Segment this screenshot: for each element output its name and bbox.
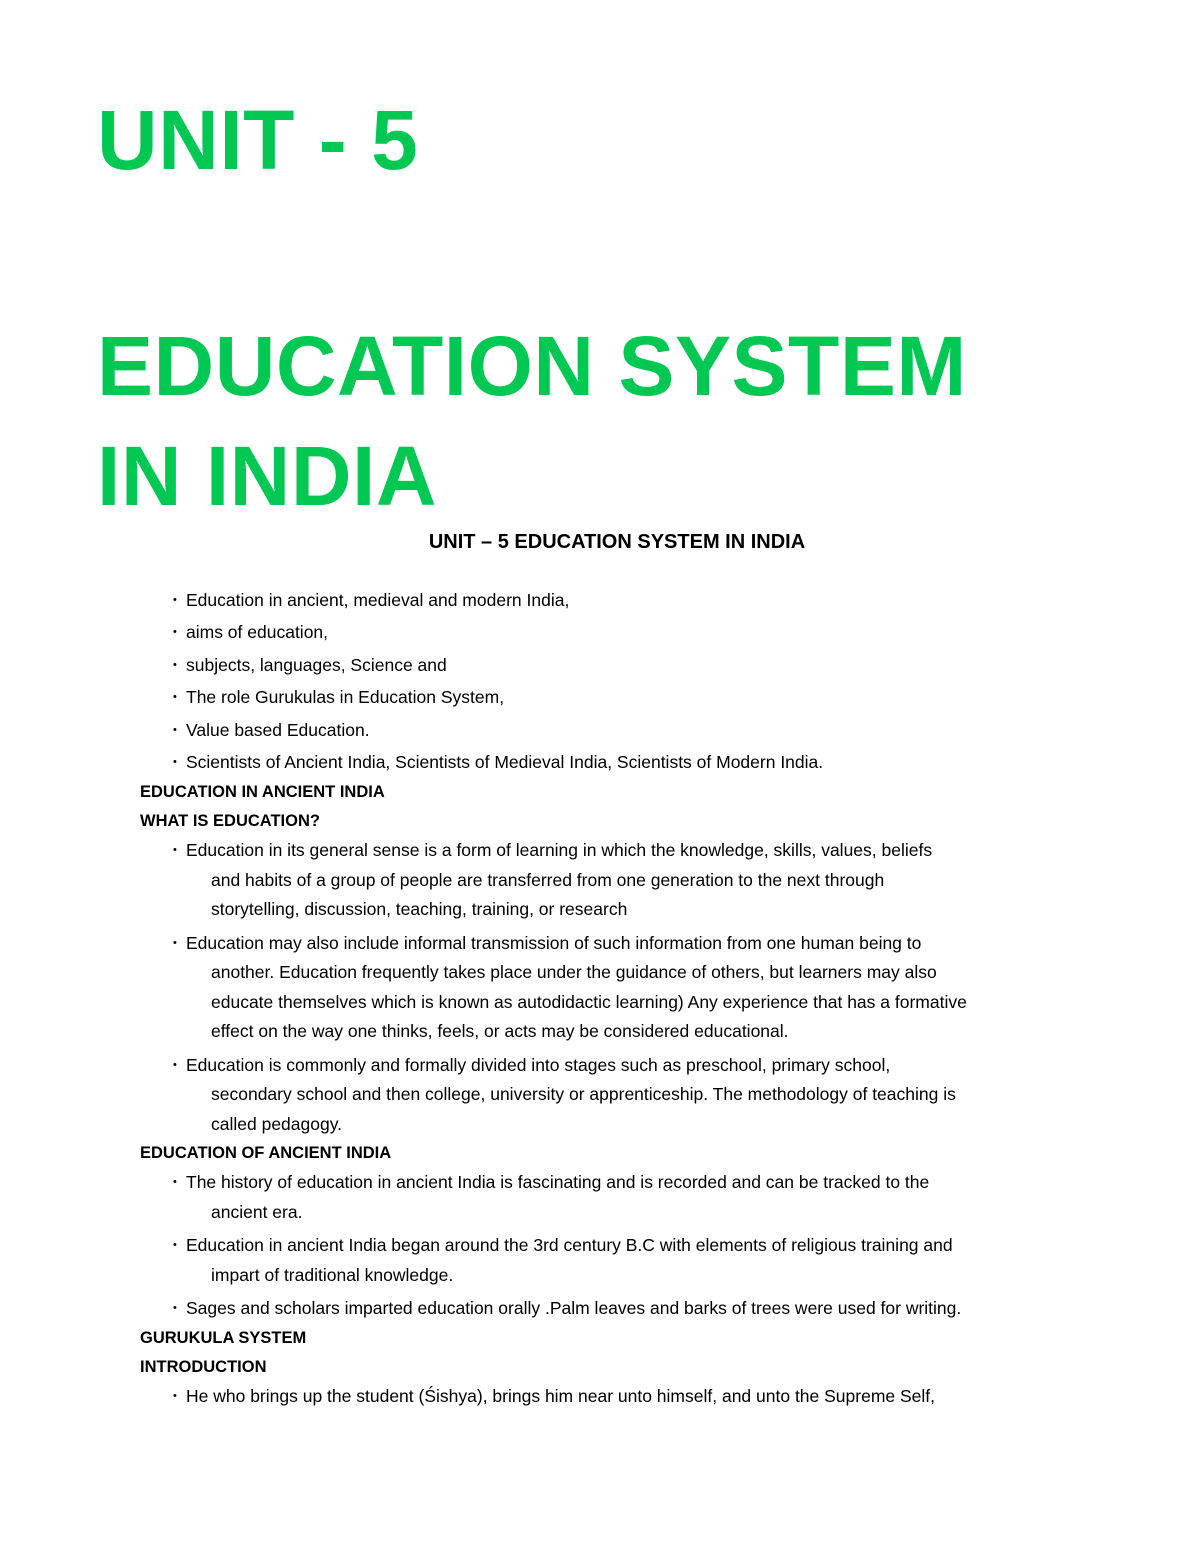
- syllabus-item: • subjects, languages, Science and: [140, 649, 1080, 681]
- syllabus-item: • Scientists of Ancient India, Scientists of Medieval India, Scientists of Modern India.: [140, 746, 1080, 778]
- section-heading-education-of-ancient-india: EDUCATION OF ANCIENT INDIA: [140, 1144, 392, 1163]
- section-heading-what-is-education: WHAT IS EDUCATION?: [140, 812, 320, 831]
- syllabus-item: • The role Gurukulas in Education System,: [140, 681, 1080, 713]
- bullet-icon: •: [173, 1302, 177, 1315]
- bullet-icon: •: [173, 626, 177, 639]
- paragraph-item: • Sages and scholars imparted education orally .Palm leaves and barks of trees were used for writing.: [140, 1294, 1080, 1324]
- cover-main-title-line1: EDUCATION SYSTEM: [97, 319, 967, 413]
- paragraph-item: • Education in its general sense is a form of learning in which the knowledge, skills, values, beliefs and habits of a group of people are transferred from one generation to the next through storytelling, discussion, teaching, training, or research: [140, 836, 1080, 929]
- paragraph-item: • Education is commonly and formally divided into stages such as preschool, primary school, secondary school and then college, university or apprenticeship. The methodology of teaching is called pedagogy.: [140, 1051, 1080, 1140]
- bullet-icon: •: [173, 1389, 177, 1402]
- bullet-icon: •: [173, 723, 177, 736]
- paragraph-item: • The history of education in ancient India is fascinating and is recorded and can be tracked to the ancient era.: [140, 1168, 1080, 1231]
- paragraph-item: • Education in ancient India began around the 3rd century B.C with elements of religious training and impart of traditional knowledge.: [140, 1231, 1080, 1294]
- bullet-icon: •: [173, 1176, 177, 1189]
- syllabus-item: • Value based Education.: [140, 714, 1080, 746]
- syllabus-item: • Education in ancient, medieval and modern India,: [140, 584, 1080, 616]
- bullet-icon: •: [173, 658, 177, 671]
- section-heading-gurukula-system: GURUKULA SYSTEM: [140, 1328, 307, 1347]
- section-heading-ancient-india: EDUCATION IN ANCIENT INDIA: [140, 783, 385, 802]
- bullet-icon: •: [173, 691, 177, 704]
- paragraph-item: • Education may also include informal transmission of such information from one human being to another. Education frequently takes place under the guidance of others, but learners may also educate themselves which is known as autodidactic learning) Any experience that has a formative effect on the way one thinks, feels, or acts may be considered educational.: [140, 929, 1080, 1051]
- syllabus-item: • aims of education,: [140, 616, 1080, 648]
- section-heading-introduction: INTRODUCTION: [140, 1357, 267, 1376]
- syllabus-list: [140, 584, 1080, 778]
- bullet-icon: •: [173, 1239, 177, 1252]
- document-subtitle: UNIT – 5 EDUCATION SYSTEM IN INDIA: [428, 531, 806, 553]
- cover-main-title-line2: IN INDIA: [97, 429, 437, 523]
- bullet-icon: •: [173, 594, 177, 606]
- bullet-icon: •: [173, 1058, 177, 1071]
- document-body: [140, 584, 1080, 1411]
- bullet-icon: •: [173, 755, 177, 768]
- bullet-icon: •: [173, 936, 177, 949]
- cover-unit-title: UNIT - 5: [97, 93, 419, 187]
- bullet-icon: •: [173, 844, 177, 857]
- paragraph-item: • He who brings up the student (Śishya), brings him near unto himself, and unto the Supreme Self,: [140, 1382, 1080, 1412]
